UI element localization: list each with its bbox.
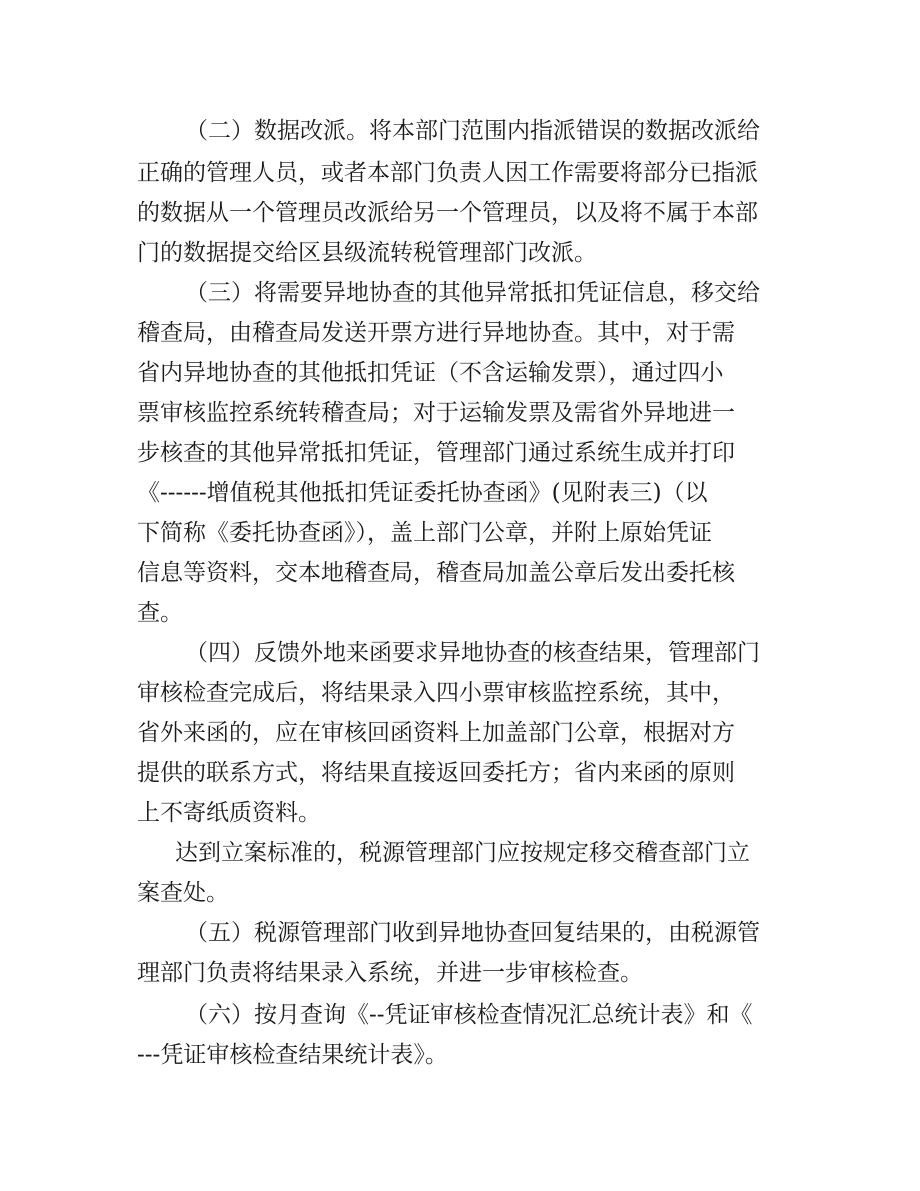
paragraph-4-line-1: （四）反馈外地来函要求异地协查的核查结果，管理部门 <box>185 640 760 666</box>
paragraph-5-line-1: （五）税源管理部门收到异地协查回复结果的，由税源管 <box>185 920 760 946</box>
paragraph-filing-line-1: 达到立案标准的，税源管理部门应按规定移交稽查部门立 <box>175 840 750 866</box>
paragraph-4-line-5: 上不寄纸质资料。 <box>137 800 321 826</box>
paragraph-4-line-2: 审核检查完成后，将结果录入四小票审核监控系统，其中， <box>137 680 735 706</box>
paragraph-3-line-2: 稽查局，由稽查局发送开票方进行异地协查。其中，对于需 <box>137 320 735 346</box>
paragraph-2-line-1: （二）数据改派。将本部门范围内指派错误的数据改派给 <box>185 118 760 144</box>
paragraph-3-line-5: 步核查的其他异常抵扣凭证，管理部门通过系统生成并打印 <box>137 440 735 466</box>
paragraph-3-line-6: 《------增值税其他抵扣凭证委托协查函》(见附表三)（以 <box>137 480 708 506</box>
paragraph-3-line-3: 省内异地协查的其他抵扣凭证（不含运输发票），通过四小 <box>137 360 724 386</box>
paragraph-6-line-1: （六）按月查询《--凭证审核检查情况汇总统计表》和《 <box>185 1002 753 1028</box>
paragraph-filing-line-2: 案查处。 <box>137 880 229 906</box>
paragraph-2-line-4: 门的数据提交给区县级流转税管理部门改派。 <box>137 240 597 266</box>
paragraph-4-line-4: 提供的联系方式，将结果直接返回委托方；省内来函的原则 <box>137 760 735 786</box>
paragraph-3-line-1: （三）将需要异地协查的其他异常抵扣凭证信息，移交给 <box>185 280 760 306</box>
paragraph-3-line-9: 查。 <box>137 600 183 626</box>
paragraph-3-line-7: 下简称《委托协查函》），盖上部门公章，并附上原始凭证 <box>137 520 712 546</box>
paragraph-3-line-4: 票审核监控系统转稽查局；对于运输发票及需省外异地进一 <box>137 400 735 426</box>
paragraph-6-line-2: ---凭证审核检查结果统计表》。 <box>137 1042 448 1068</box>
paragraph-2-line-3: 的数据从一个管理员改派给另一个管理员，以及将不属于本部 <box>137 200 758 226</box>
paragraph-2-line-2: 正确的管理人员，或者本部门负责人因工作需要将部分已指派 <box>137 160 758 186</box>
paragraph-3-line-8: 信息等资料，交本地稽查局，稽查局加盖公章后发出委托核 <box>137 560 735 586</box>
paragraph-5-line-2: 理部门负责将结果录入系统，并进一步审核检查。 <box>137 960 643 986</box>
paragraph-4-line-3: 省外来函的，应在审核回函资料上加盖部门公章，根据对方 <box>137 720 735 746</box>
